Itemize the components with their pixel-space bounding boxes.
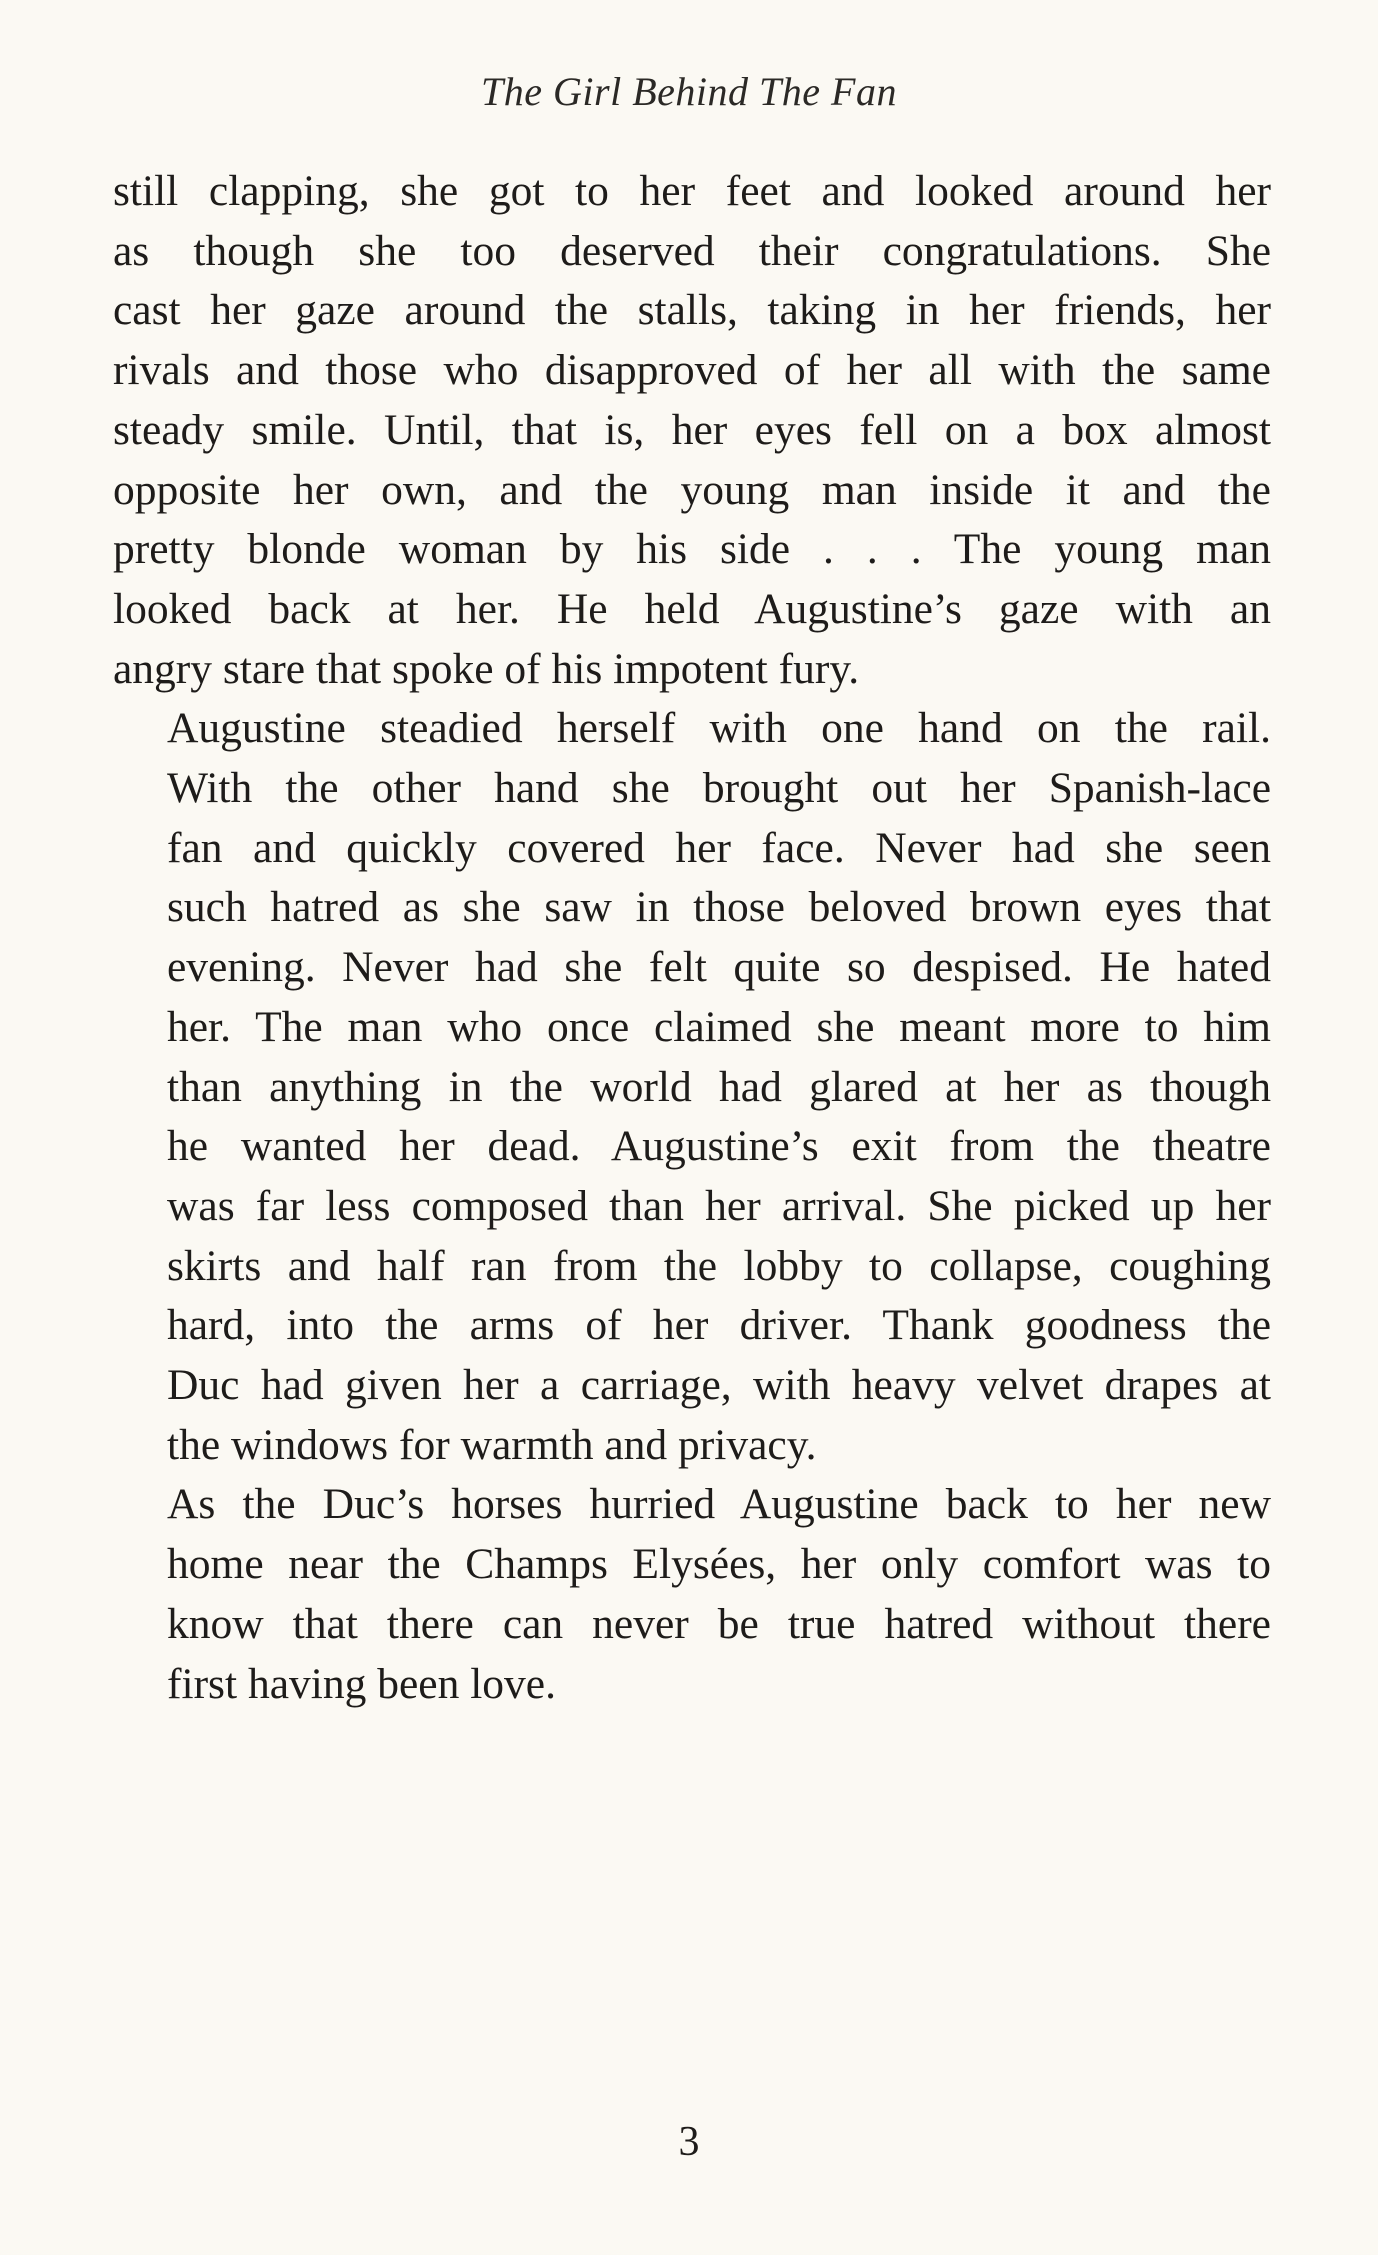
text-line: first having been love.: [167, 1659, 556, 1708]
text-line: than anything in the world had glared at her as though: [167, 1062, 1271, 1111]
text-line: as though she too deserved their congratulations. She: [113, 226, 1271, 275]
text-line: the windows for warmth and privacy.: [167, 1420, 817, 1469]
text-line: home near the Champs Elysées, her only comfort was to: [167, 1540, 1271, 1589]
paragraph-2: [113, 699, 1271, 1475]
paragraph-1: [113, 162, 1271, 699]
text-line: As the Duc’s horses hurried Augustine back to her new: [167, 1480, 1271, 1529]
body-text: [113, 162, 1271, 1714]
text-line: cast her gaze around the stalls, taking in her friends, her: [113, 286, 1271, 335]
text-line: pretty blonde woman by his side . . . The young man: [113, 525, 1271, 574]
text-line: know that there can never be true hatred without there: [167, 1599, 1271, 1648]
text-line: With the other hand she brought out her Spanish-lace: [167, 764, 1271, 813]
text-line: was far less composed than her arrival. She picked up her: [167, 1181, 1271, 1230]
text-line: steady smile. Until, that is, her eyes fell on a box almost: [113, 405, 1271, 454]
text-line: such hatred as she saw in those beloved brown eyes that: [167, 883, 1271, 932]
text-line: fan and quickly covered her face. Never had she seen: [167, 823, 1271, 872]
text-line: angry stare that spoke of his impotent fury.: [113, 644, 860, 693]
page-number: 3: [678, 2119, 700, 2165]
text-line: rivals and those who disapproved of her all with the same: [113, 346, 1271, 395]
running-head: The Girl Behind The Fan: [481, 69, 897, 114]
text-line: he wanted her dead. Augustine’s exit from the theatre: [167, 1122, 1271, 1171]
text-line: evening. Never had she felt quite so despised. He hated: [167, 943, 1271, 992]
text-line: Augustine steadied herself with one hand on the rail.: [167, 704, 1271, 753]
text-line: looked back at her. He held Augustine’s gaze with an: [113, 584, 1271, 633]
text-line: opposite her own, and the young man inside it and the: [113, 465, 1271, 514]
text-line: Duc had given her a carriage, with heavy velvet drapes at: [167, 1361, 1271, 1410]
text-line: her. The man who once claimed she meant more to him: [167, 1002, 1271, 1051]
text-line: still clapping, she got to her feet and looked around her: [113, 167, 1271, 215]
text-line: skirts and half ran from the lobby to collapse, coughing: [167, 1241, 1271, 1290]
text-line: hard, into the arms of her driver. Thank goodness the: [167, 1301, 1271, 1350]
paragraph-3: [113, 1475, 1271, 1714]
